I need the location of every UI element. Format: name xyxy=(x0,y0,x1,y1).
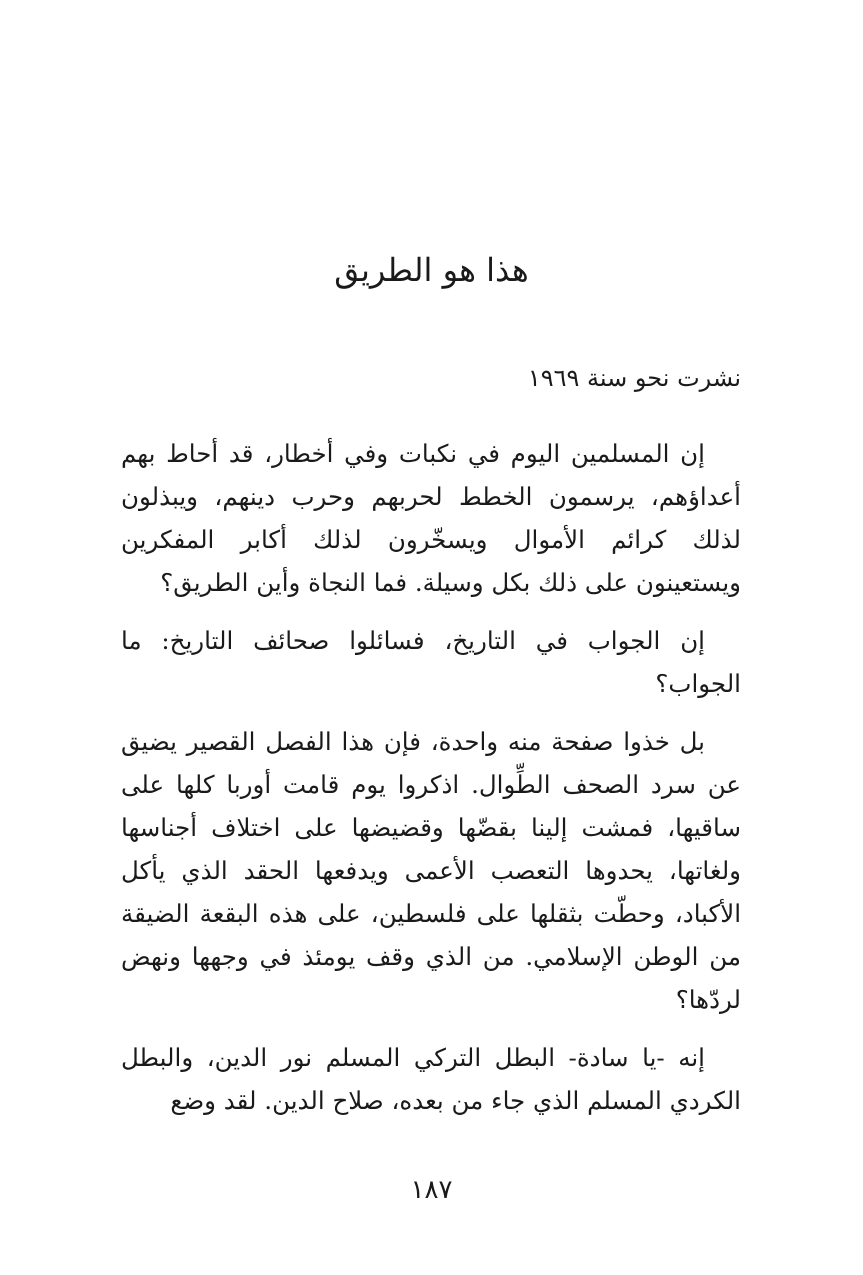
body-text xyxy=(121,432,741,1137)
paragraph: إن الجواب في التاريخ، فسائلوا صحائف التاريخ: ما الجواب؟ xyxy=(121,626,741,698)
paragraph: إنه -يا سادة- البطل التركي المسلم نور الدين، والبطل الكردي المسلم الذي جاء من بعده، صلاح الدين. لقد وضع xyxy=(121,1043,741,1115)
paragraph: بل خذوا صفحة منه واحدة، فإن هذا الفصل القصير يضيق عن سرد الصحف الطِّوال. اذكروا يوم قامت أوربا كلها على ساقيها، فمشت إلينا بقضّها وقضيضها على اختلاف أجناسها ولغاتها، يحدوها التعصب الأعمى ويدفعها الحقد الذي يأكل الأكباد، وحطّت بثقلها على فلسطين، على هذه البقعة الضيقة من الوطن الإسلامي. من الذي وقف يومئذ في وجهها ونهض لردّها؟ xyxy=(121,727,742,1014)
page-number: ١٨٧ xyxy=(410,1175,453,1205)
paragraph: إن المسلمين اليوم في نكبات وفي أخطار، قد أحاط بهم أعداؤهم، يرسمون الخطط لحربهم وحرب دينهم، ويبذلون لذلك كرائم الأموال ويسخّرون لذلك أكابر المفكرين ويستعينون على ذلك بكل وسيلة. فما النجاة وأين الطريق؟ xyxy=(121,439,741,597)
publication-note: نشرت نحو سنة ١٩٦٩ xyxy=(527,364,741,392)
chapter-title: هذا هو الطريق xyxy=(334,251,529,289)
